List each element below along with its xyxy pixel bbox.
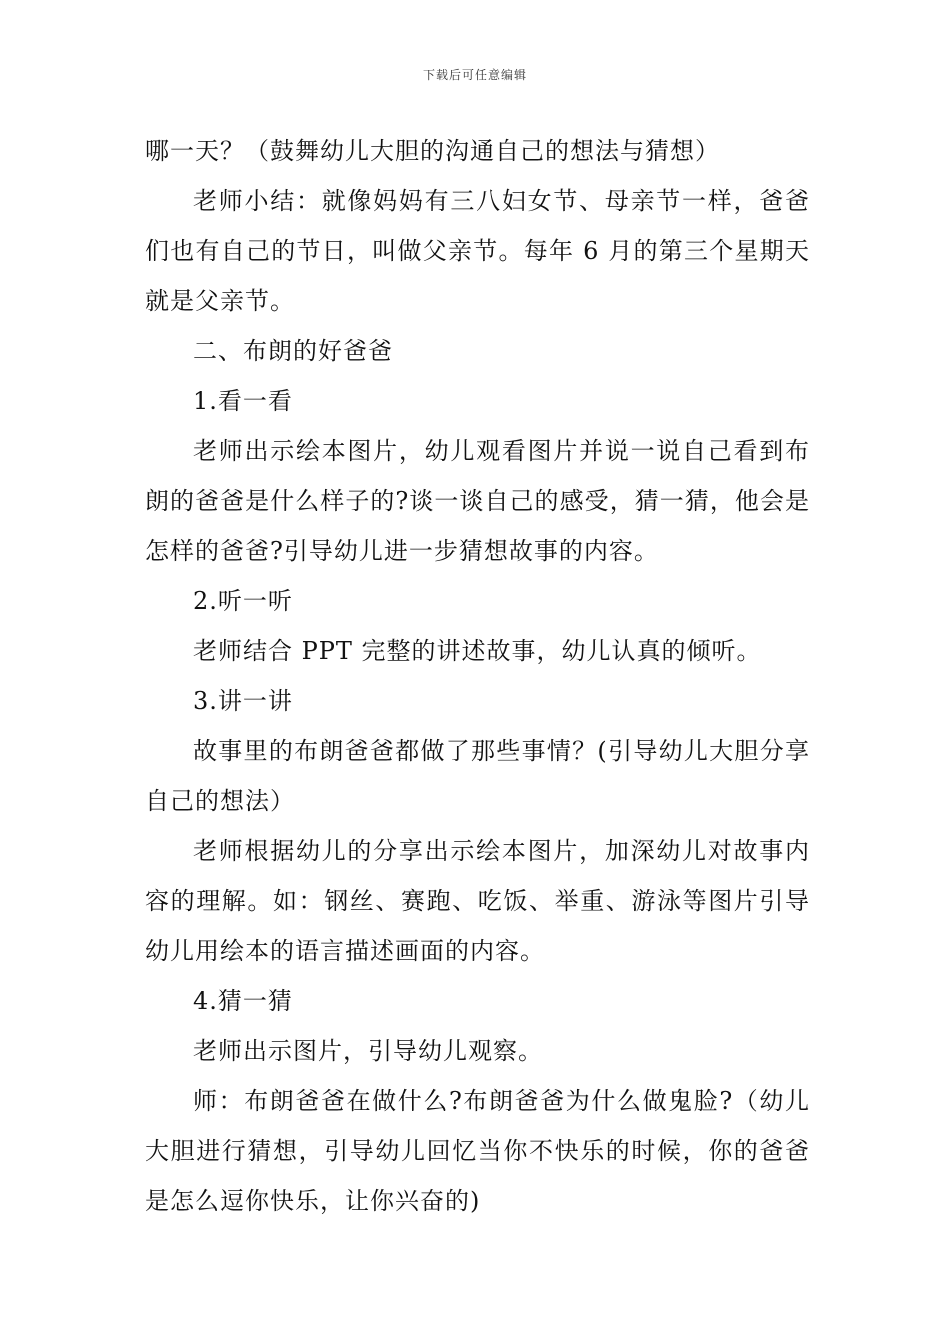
step-heading-guess: 4.猜一猜 <box>193 987 293 1015</box>
document-body <box>145 126 810 1226</box>
section-heading-brown-good-dad: 二、布朗的好爸爸 <box>193 337 393 365</box>
paragraph-question-day: 哪一天？（鼓舞幼儿大胆的沟通自己的想法与猜想） <box>145 137 720 165</box>
paragraph-tell-story: 老师结合 PPT 完整的讲述故事，幼儿认真的倾听。 <box>193 637 762 665</box>
paragraph-teacher-question: 师：布朗爸爸在做什么?布朗爸爸为什么做鬼脸?（幼儿大胆进行猜想，引导幼儿回忆当你不快乐的时候，你的爸爸是怎么逗你快乐，让你兴奋的) <box>145 1087 810 1215</box>
paragraph-story-events: 故事里的布朗爸爸都做了那些事情？(引导幼儿大胆分享自己的想法） <box>145 737 810 815</box>
paragraph-teacher-summary: 老师小结：就像妈妈有三八妇女节、母亲节一样，爸爸们也有自己的节日，叫做父亲节。每年 6 月的第三个星期天就是父亲节。 <box>145 187 810 315</box>
paragraph-show-book-images: 老师根据幼儿的分享出示绘本图片，加深幼儿对故事内容的理解。如：钢丝、赛跑、吃饭、举重、游泳等图片引导幼儿用绘本的语言描述画面的内容。 <box>145 837 810 965</box>
step-heading-talk: 3.讲一讲 <box>193 687 293 715</box>
paragraph-show-pictures: 老师出示绘本图片，幼儿观看图片并说一说自己看到布朗的爸爸是什么样子的?谈一谈自己的感受，猜一猜，他会是怎样的爸爸?引导幼儿进一步猜想故事的内容。 <box>145 437 810 565</box>
step-heading-listen: 2.听一听 <box>193 587 293 615</box>
step-heading-look: 1.看一看 <box>193 387 293 415</box>
paragraph-observe: 老师出示图片，引导幼儿观察。 <box>193 1037 543 1065</box>
page-header-note: 下载后可任意编辑 <box>422 68 527 82</box>
